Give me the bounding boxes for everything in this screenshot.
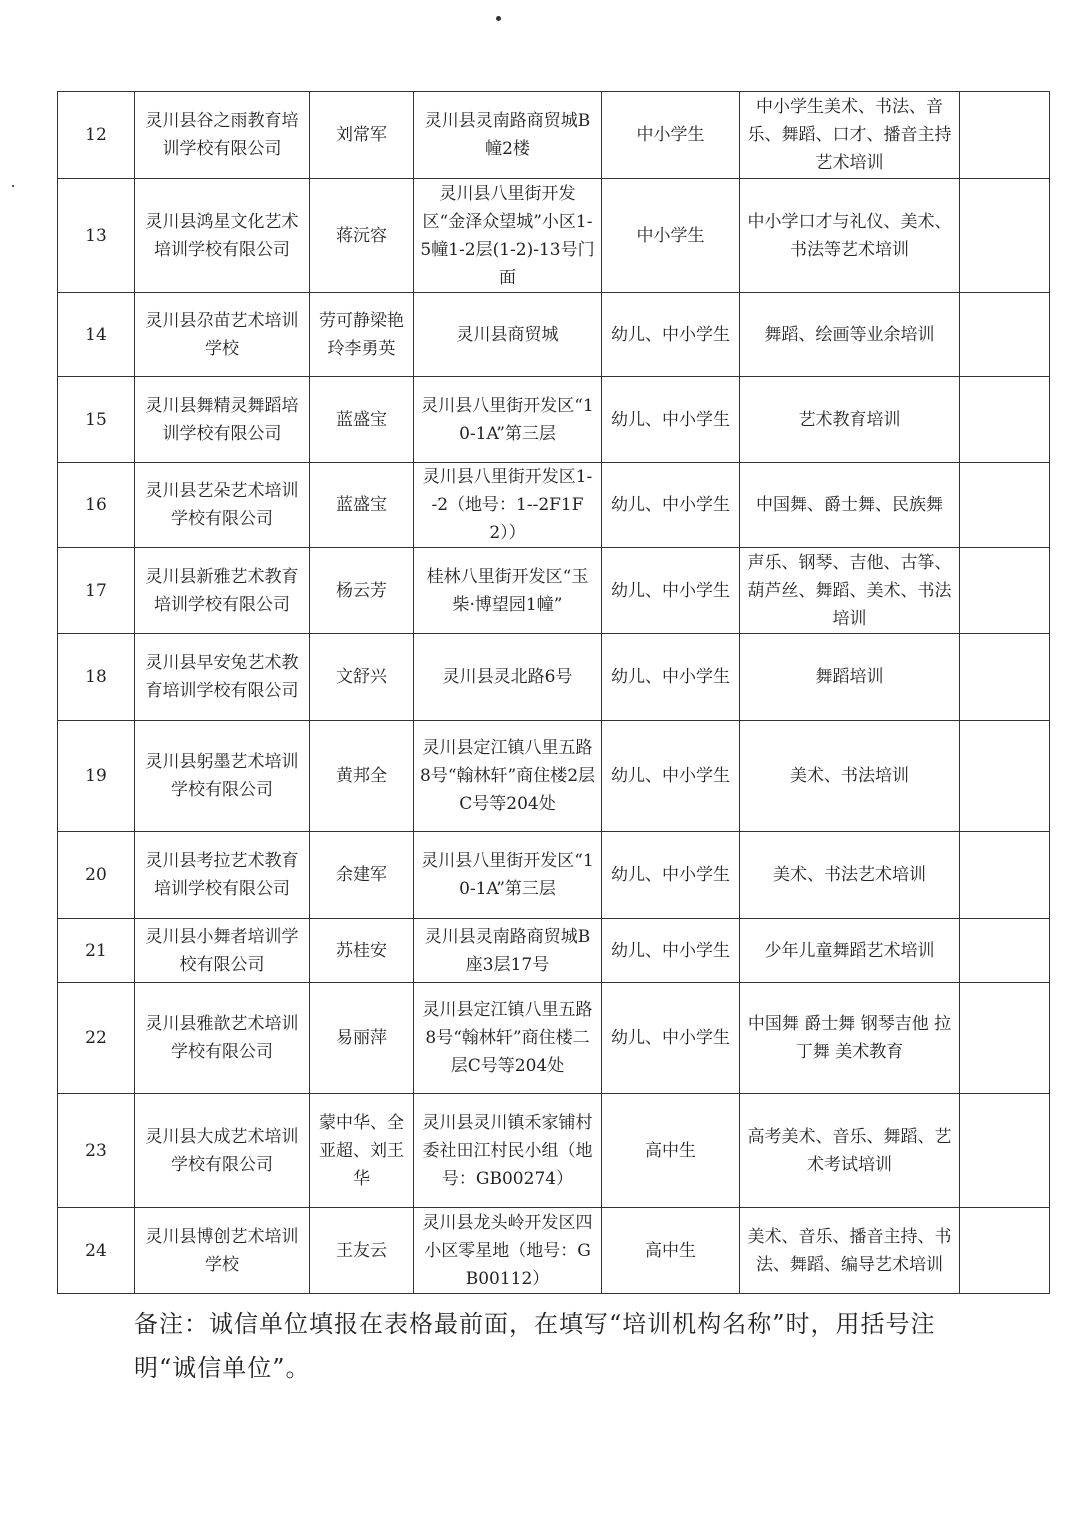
address: 灵川县龙头岭开发区四小区零星地（地号：GB00112） — [414, 1208, 602, 1294]
row-number: 17 — [58, 548, 135, 634]
institution-name: 灵川县早安兔艺术教育培训学校有限公司 — [135, 634, 310, 721]
legal-person: 苏桂安 — [310, 919, 414, 983]
training-institution-table — [57, 91, 1050, 1294]
row-number: 14 — [58, 293, 135, 377]
table-row — [58, 377, 1050, 463]
training-content: 中小学生美术、书法、音乐、舞蹈、口才、播音主持艺术培训 — [740, 92, 960, 179]
target-students: 中小学生 — [602, 179, 740, 293]
target-students: 幼儿、中小学生 — [602, 548, 740, 634]
row-number: 13 — [58, 179, 135, 293]
table-row — [58, 919, 1050, 983]
row-number: 12 — [58, 92, 135, 179]
remark-cell — [960, 377, 1050, 463]
table-row — [58, 832, 1050, 919]
legal-person: 杨云芳 — [310, 548, 414, 634]
legal-person: 刘常军 — [310, 92, 414, 179]
target-students: 幼儿、中小学生 — [602, 293, 740, 377]
target-students: 高中生 — [602, 1094, 740, 1208]
target-students: 幼儿、中小学生 — [602, 832, 740, 919]
training-content: 中国舞、爵士舞、民族舞 — [740, 463, 960, 548]
table-row — [58, 463, 1050, 548]
row-number: 19 — [58, 721, 135, 832]
institution-name: 灵川县舞精灵舞蹈培训学校有限公司 — [135, 377, 310, 463]
training-content: 声乐、钢琴、吉他、古筝、葫芦丝、舞蹈、美术、书法培训 — [740, 548, 960, 634]
training-content: 美术、音乐、播音主持、书法、舞蹈、编导艺术培训 — [740, 1208, 960, 1294]
training-content: 中小学口才与礼仪、美术、书法等艺术培训 — [740, 179, 960, 293]
remark-cell — [960, 463, 1050, 548]
address: 灵川县灵南路商贸城B幢2楼 — [414, 92, 602, 179]
table-row — [58, 983, 1050, 1094]
training-content: 少年儿童舞蹈艺术培训 — [740, 919, 960, 983]
legal-person: 劳可静梁艳玲李勇英 — [310, 293, 414, 377]
footnote: 备注：诚信单位填报在表格最前面，在填写“培训机构名称”时，用括号注明“诚信单位”。 — [134, 1310, 936, 1382]
institution-name: 灵川县小舞者培训学校有限公司 — [135, 919, 310, 983]
institution-name: 灵川县雅歆艺术培训学校有限公司 — [135, 983, 310, 1094]
remark-cell — [960, 919, 1050, 983]
row-number: 22 — [58, 983, 135, 1094]
table-row — [58, 293, 1050, 377]
address: 灵川县商贸城 — [414, 293, 602, 377]
remark-cell — [960, 983, 1050, 1094]
scan-speck — [12, 185, 14, 187]
remark-cell — [960, 293, 1050, 377]
address: 灵川县灵川镇禾家铺村委社田江村民小组（地号：GB00274） — [414, 1094, 602, 1208]
row-number: 20 — [58, 832, 135, 919]
institution-name: 灵川县躬墨艺术培训学校有限公司 — [135, 721, 310, 832]
target-students: 幼儿、中小学生 — [602, 634, 740, 721]
institution-name: 灵川县考拉艺术教育培训学校有限公司 — [135, 832, 310, 919]
table-row — [58, 721, 1050, 832]
table-row — [58, 92, 1050, 179]
address: 灵川县八里街开发区“金泽众望城”小区1-5幢1-2层(1-2)-13号门面 — [414, 179, 602, 293]
address: 灵川县八里街开发区“10-1A”第三层 — [414, 377, 602, 463]
training-content: 高考美术、音乐、舞蹈、艺术考试培训 — [740, 1094, 960, 1208]
target-students: 幼儿、中小学生 — [602, 983, 740, 1094]
legal-person: 蒙中华、全亚超、刘王华 — [310, 1094, 414, 1208]
legal-person: 蒋沅容 — [310, 179, 414, 293]
address: 灵川县八里街开发区“10-1A”第三层 — [414, 832, 602, 919]
remark-cell — [960, 721, 1050, 832]
legal-person: 蓝盛宝 — [310, 463, 414, 548]
table-row — [58, 1094, 1050, 1208]
table-row — [58, 548, 1050, 634]
legal-person: 余建军 — [310, 832, 414, 919]
legal-person: 易丽萍 — [310, 983, 414, 1094]
training-content: 舞蹈培训 — [740, 634, 960, 721]
row-number: 23 — [58, 1094, 135, 1208]
target-students: 幼儿、中小学生 — [602, 721, 740, 832]
training-content: 艺术教育培训 — [740, 377, 960, 463]
institution-name: 灵川县尕苗艺术培训学校 — [135, 293, 310, 377]
legal-person: 黄邦全 — [310, 721, 414, 832]
address: 灵川县八里街开发区1--2（地号：1--2F1F2）） — [414, 463, 602, 548]
legal-person: 蓝盛宝 — [310, 377, 414, 463]
row-number: 24 — [58, 1208, 135, 1294]
target-students: 幼儿、中小学生 — [602, 377, 740, 463]
remark-cell — [960, 92, 1050, 179]
remark-cell — [960, 179, 1050, 293]
scan-dot — [496, 16, 501, 21]
remark-cell — [960, 548, 1050, 634]
target-students: 中小学生 — [602, 92, 740, 179]
table-row — [58, 634, 1050, 721]
training-content: 美术、书法艺术培训 — [740, 832, 960, 919]
target-students: 幼儿、中小学生 — [602, 919, 740, 983]
institution-name: 灵川县艺朵艺术培训学校有限公司 — [135, 463, 310, 548]
target-students: 幼儿、中小学生 — [602, 463, 740, 548]
legal-person: 文舒兴 — [310, 634, 414, 721]
row-number: 16 — [58, 463, 135, 548]
row-number: 21 — [58, 919, 135, 983]
training-content: 中国舞 爵士舞 钢琴吉他 拉丁舞 美术教育 — [740, 983, 960, 1094]
training-content: 美术、书法培训 — [740, 721, 960, 832]
address: 灵川县灵北路6号 — [414, 634, 602, 721]
table-row — [58, 179, 1050, 293]
remark-cell — [960, 832, 1050, 919]
table-body — [58, 92, 1050, 1294]
institution-name: 灵川县新雅艺术教育培训学校有限公司 — [135, 548, 310, 634]
institution-name: 灵川县博创艺术培训学校 — [135, 1208, 310, 1294]
legal-person: 王友云 — [310, 1208, 414, 1294]
address: 灵川县定江镇八里五路8号“翰林轩”商住楼二层C号等204处 — [414, 983, 602, 1094]
institution-name: 灵川县鸿星文化艺术培训学校有限公司 — [135, 179, 310, 293]
address: 桂林八里街开发区“玉柴·博望园1幢” — [414, 548, 602, 634]
institution-name: 灵川县谷之雨教育培训学校有限公司 — [135, 92, 310, 179]
table-row — [58, 1208, 1050, 1294]
institution-name: 灵川县大成艺术培训学校有限公司 — [135, 1094, 310, 1208]
remark-cell — [960, 1094, 1050, 1208]
remark-cell — [960, 634, 1050, 721]
remark-cell — [960, 1208, 1050, 1294]
address: 灵川县定江镇八里五路8号“翰林轩”商住楼2层C号等204处 — [414, 721, 602, 832]
row-number: 15 — [58, 377, 135, 463]
address: 灵川县灵南路商贸城B座3层17号 — [414, 919, 602, 983]
training-content: 舞蹈、绘画等业余培训 — [740, 293, 960, 377]
target-students: 高中生 — [602, 1208, 740, 1294]
row-number: 18 — [58, 634, 135, 721]
